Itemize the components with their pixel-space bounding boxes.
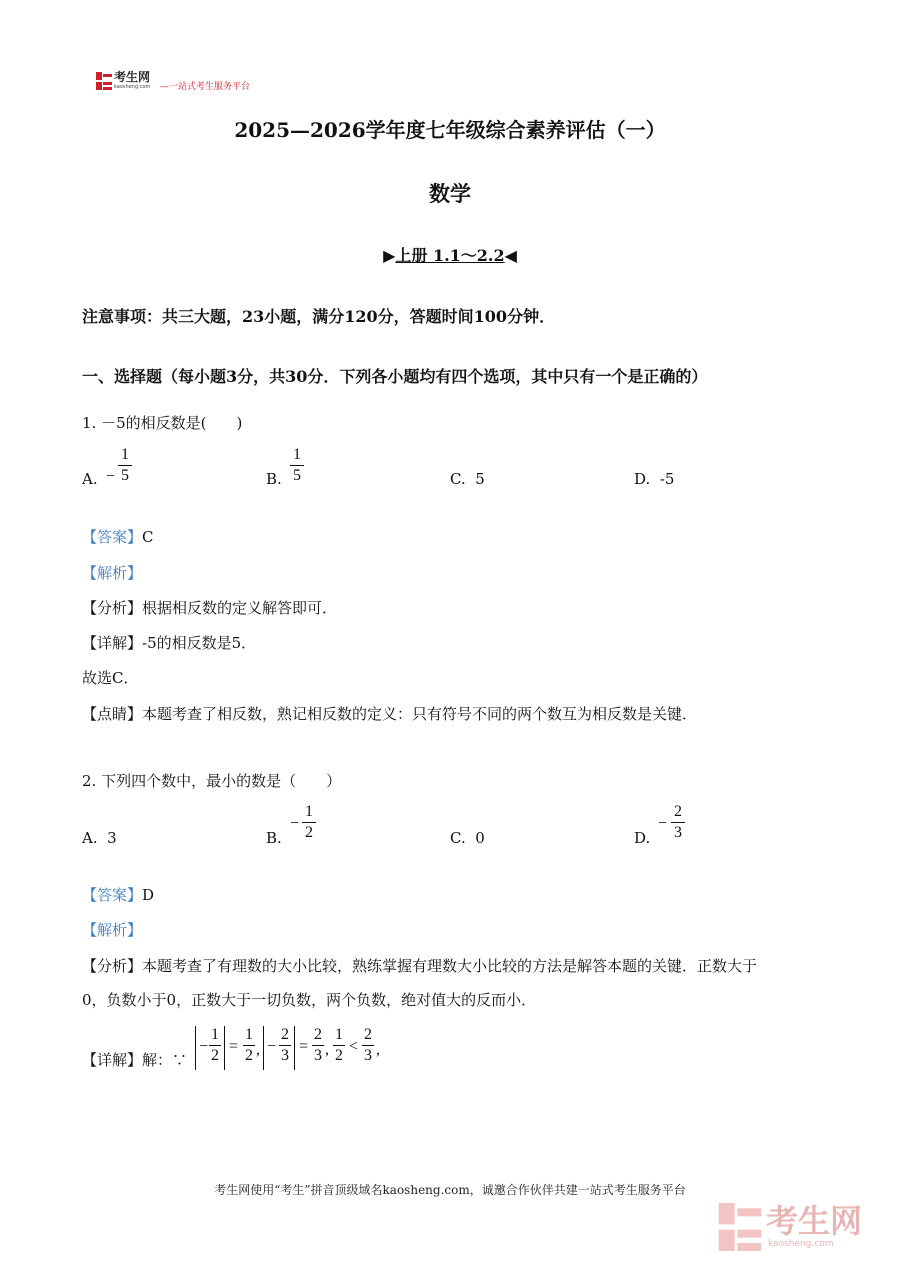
- q2-analysis-tag: 【解析】: [82, 921, 143, 939]
- notice: 注意事项：共三大题，23小题，满分120分，答题时间100分钟．: [82, 307, 556, 326]
- subject-title: 数学: [429, 181, 471, 206]
- q1-option-b-label: B.: [266, 470, 282, 488]
- q1-choose: 故选C．: [82, 669, 139, 687]
- scope-arrow-right-icon: ▶: [383, 246, 396, 265]
- logo-brand: 考生网: [114, 70, 151, 84]
- q2-fenxi-line1: 【分析】本题考查了有理数的大小比较，熟练掌握有理数大小比较的方法是解答本题的关键．正数大于: [82, 957, 758, 975]
- watermark-domain: kaosheng.com: [768, 1239, 834, 1249]
- q2-option-c: C. 0: [450, 829, 485, 847]
- exam-title: 2025—2026学年度七年级综合素养评估（一）: [234, 118, 666, 142]
- scope-arrow-left-icon: ◀: [504, 246, 517, 265]
- section-heading: 一、选择题（每小题3分，共30分．下列各小题均有四个选项，其中只有一个是正确的）: [82, 367, 708, 386]
- q2-option-b-sign: −: [290, 815, 300, 832]
- q2-xiangjie: 【详解】解：∵: [82, 1051, 188, 1069]
- scope-line: [0, 243, 900, 266]
- q1-option-a-sign: −: [106, 468, 116, 485]
- q2-option-a: A. 3: [82, 829, 117, 847]
- q1-xiangjie: 【详解】-5的相反数是5．: [82, 634, 257, 652]
- q2-option-d-label: D.: [634, 829, 651, 847]
- q1-dianjing: 【点睛】本题考查了相反数，熟记相反数的定义：只有符号不同的两个数互为相反数是关键．: [82, 705, 698, 723]
- q2-fenxi-line2: 0，负数小于0，正数大于一切负数，两个负数，绝对值大的反而小．: [82, 991, 537, 1009]
- q1-answer: 【答案】C: [82, 528, 154, 546]
- q2-option-b-fraction: 1 2: [302, 803, 316, 842]
- q1-option-d: D. -5: [634, 470, 675, 488]
- q2-answer: 【答案】D: [82, 886, 155, 904]
- q1-option-b-fraction: 1 5: [290, 446, 304, 485]
- q2-option-b-label: B.: [266, 829, 282, 847]
- q1-option-a-fraction: 1 5: [118, 446, 132, 485]
- q1-option-c: C. 5: [450, 470, 485, 488]
- q2-option-d-sign: −: [658, 815, 668, 832]
- logo-domain: kaosheng.com: [114, 84, 151, 90]
- watermark-logo-icon: [718, 1203, 762, 1251]
- q1-stem: 1. －5的相反数是( ): [82, 414, 243, 432]
- kaosheng-logo-icon: [96, 72, 112, 90]
- scope-text: 上册 1.1～2.2: [395, 246, 505, 265]
- page-footer: 考生网使用“考生”拼音顶级域名kaosheng.com，诚邀合作伙伴共建一站式考生服务平台: [214, 1183, 686, 1197]
- q1-option-a-label: A.: [82, 470, 98, 488]
- q2-stem: 2. 下列四个数中，最小的数是（ ）: [82, 772, 342, 790]
- q1-analysis-tag: 【解析】: [82, 564, 143, 582]
- logo-slogan: —一站式考生服务平台: [160, 82, 251, 92]
- watermark-brand: 考生网: [766, 1202, 863, 1240]
- q2-option-d-fraction: 2 3: [671, 803, 685, 842]
- q1-fenxi: 【分析】根据相反数的定义解答即可．: [82, 599, 338, 617]
